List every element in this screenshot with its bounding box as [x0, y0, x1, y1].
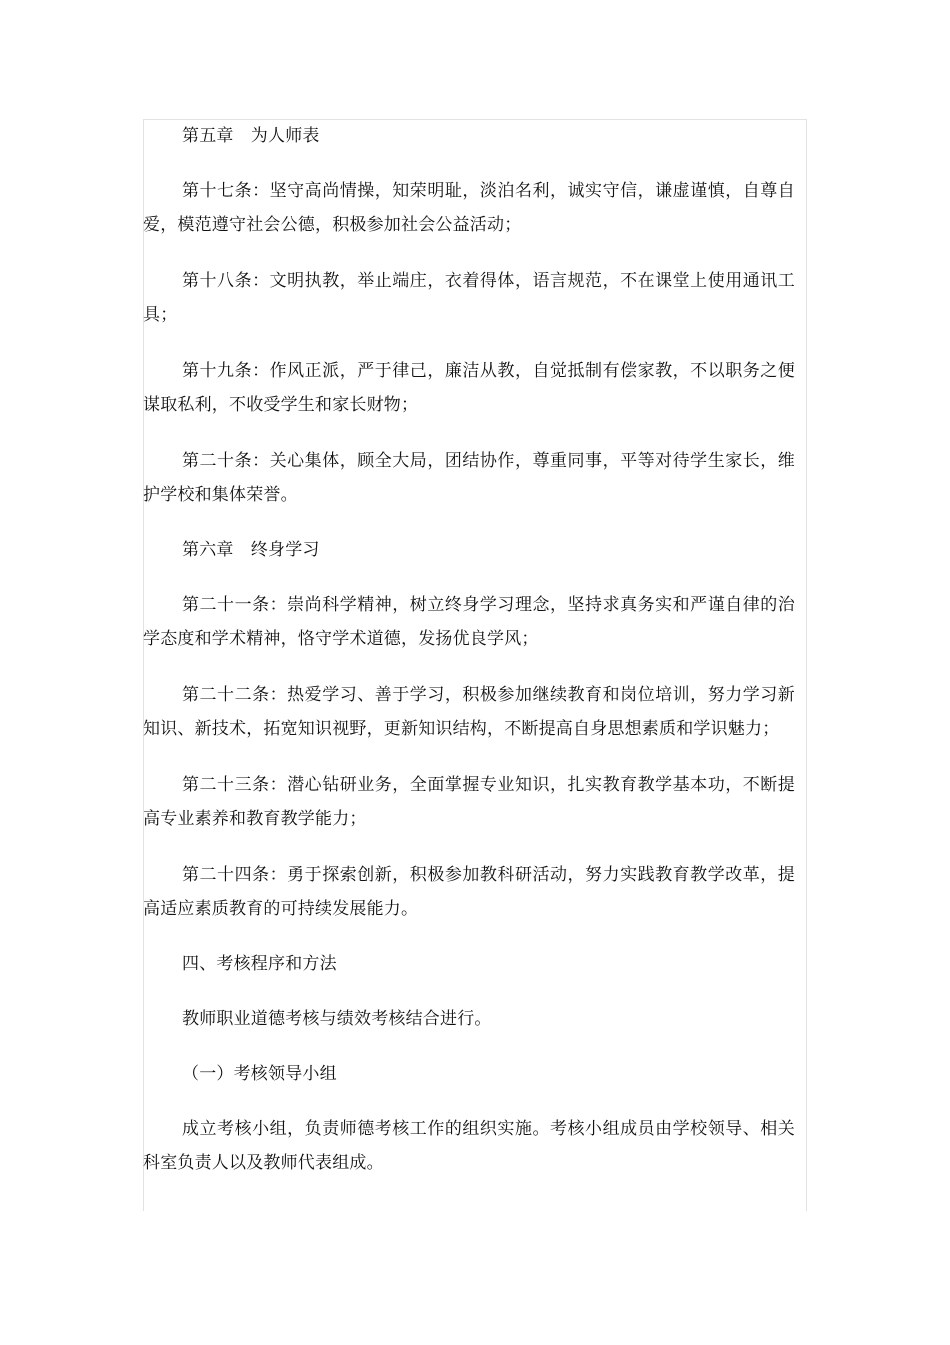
article-21: 第二十一条：崇尚科学精神，树立终身学习理念，坚持求真务实和严谨自律的治学态度和学术精神，恪守学术道德，发扬优良学风；	[143, 595, 795, 649]
subsection-heading-1: （一）考核领导小组	[182, 1064, 337, 1084]
assessment-group-text: 成立考核小组，负责师德考核工作的组织实施。考核小组成员由学校领导、相关科室负责人以及教师代表组成。	[143, 1119, 795, 1173]
article-22: 第二十二条：热爱学习、善于学习，积极参加继续教育和岗位培训，努力学习新知识、新技术，拓宽知识视野，更新知识结构，不断提高自身思想素质和学识魅力；	[143, 685, 795, 739]
article-19: 第十九条：作风正派，严于律己，廉洁从教，自觉抵制有偿家教，不以职务之便谋取私利，不收受学生和家长财物；	[143, 361, 795, 415]
chapter-heading-5: 第五章 为人师表	[182, 126, 320, 146]
assessment-intro: 教师职业道德考核与绩效考核结合进行。	[182, 1009, 492, 1029]
document-body	[143, 119, 795, 1180]
chapter-heading-6: 第六章 终身学习	[182, 540, 320, 560]
article-18: 第十八条：文明执教，举止端庄，衣着得体，语言规范，不在课堂上使用通讯工具；	[143, 271, 795, 325]
article-23: 第二十三条：潜心钻研业务，全面掌握专业知识，扎实教育教学基本功，不断提高专业素养和教育教学能力；	[143, 775, 795, 829]
article-24: 第二十四条：勇于探索创新，积极参加教科研活动，努力实践教育教学改革，提高适应素质教育的可持续发展能力。	[143, 865, 795, 919]
article-17: 第十七条：坚守高尚情操，知荣明耻，淡泊名利，诚实守信，谦虚谨慎，自尊自爱，模范遵守社会公德，积极参加社会公益活动；	[143, 181, 795, 235]
article-20: 第二十条：关心集体，顾全大局，团结协作，尊重同事，平等对待学生家长，维护学校和集体荣誉。	[143, 451, 795, 505]
section-heading-4: 四、考核程序和方法	[182, 954, 337, 974]
